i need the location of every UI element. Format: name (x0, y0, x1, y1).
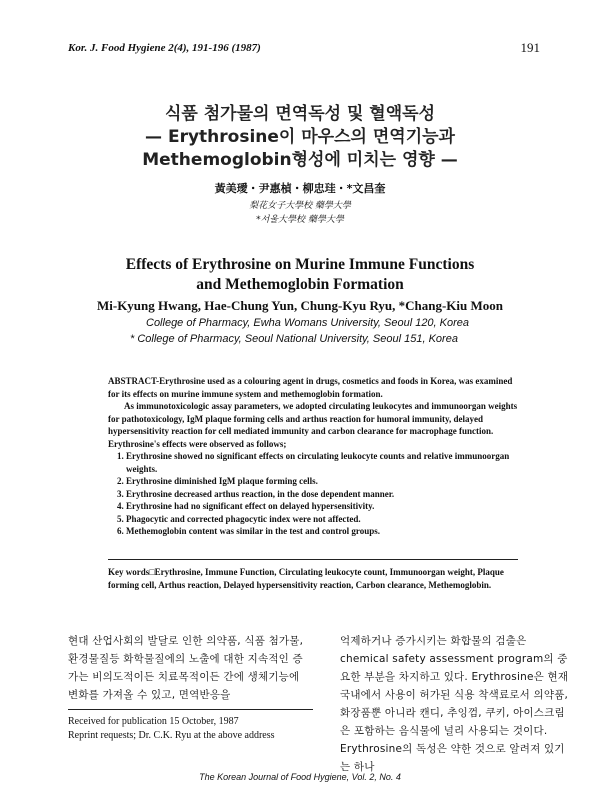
running-footer: The Korean Journal of Food Hygiene, Vol. 2, No. 4 (199, 772, 401, 782)
korean-affiliation-2: *서울大學校 藥學大學 (256, 215, 344, 225)
keywords: Key words□Erythrosine, Immune Function, Circulating leukocyte count, Immunoorgan weight, Plaque forming cell, Arthus reaction, Delayed hypersensitivity reaction, Carbon clearance, Methemoglobin. (108, 567, 504, 590)
received-date: Received for publication 15 October, 1987 (68, 716, 239, 727)
body-right-column: 억제하거나 증가시키는 화합물의 검출은 chemical safety assessment program의 중요한 부분을 차지하고 있다. Erythrosine은 현재 국내에서 사용이 허가된 식용 착색료로서 의약품, 화장품뿐 아니라 캔디, 추잉껌, 쿠키, 아이스크림은 포함하는 음식물에 널리 사용되는 것이다. Erythrosine의 독성은 약한 것으로 알려져 있기는 하나 (340, 635, 569, 773)
finding-item: 5. Phagocytic and corrected phagocytic index were not affected. (126, 513, 518, 526)
journal-citation: Kor. J. Food Hygiene 2(4), 191-196 (1987) (68, 42, 261, 54)
abstract (108, 375, 518, 538)
body-left-column: 현대 산업사회의 발달로 인한 의약품, 식품 첨가물, 환경물질등 화학물질에의 노출에 대한 지속적인 증가는 비의도적이든 치료목적이든 간에 생체기능에 변화를 가져올 수 있고, 면역반응을 (68, 635, 304, 701)
reprint-requests: Reprint requests; Dr. C.K. Ryu at the above address (68, 730, 275, 741)
footnote (68, 715, 328, 743)
english-title-line-1: Effects of Erythrosine on Murine Immune Functions (125, 256, 475, 273)
finding-item: 2. Erythrosine diminished IgM plaque forming cells. (126, 475, 518, 488)
finding-item: 3. Erythrosine decreased arthus reaction, in the dose dependent manner. (126, 488, 518, 501)
finding-item: 4. Erythrosine had no significant effect on delayed hypersensitivity. (126, 500, 518, 513)
english-affiliation-1: College of Pharmacy, Ewha Womans University, Seoul 120, Korea (146, 317, 470, 329)
korean-title-line-3: Methemoglobin형성에 미치는 영향 — (142, 150, 458, 170)
abstract-findings-list (108, 450, 518, 538)
korean-affiliation-1: 梨花女子大學校 藥學大學 (249, 201, 351, 211)
korean-title-line-1: 식품 첨가물의 면역독성 및 혈액독성 (164, 104, 435, 124)
korean-title-line-2: — Erythrosine이 마우스의 면역기능과 (145, 127, 455, 147)
english-affiliation-2: * College of Pharmacy, Seoul National University, Seoul 151, Korea (130, 333, 458, 345)
page-number: 191 (520, 40, 540, 55)
footnote-divider (68, 709, 313, 710)
abstract-intro: ABSTRACT-Erythrosine used as a colouring agent in drugs, cosmetics and foods in Korea, was examined for its effects on murine immune system and methemoglobin formation. (108, 376, 513, 399)
abstract-methods: As immunotoxicologic assay parameters, we adopted circulating leukocytes and immunoorgan weights for pathotoxicology, IgM plaque forming cells and arthus reaction for humoral immunity, delayed hypersensitivity reaction for cell mediated immunity and carbon clearance for macrophage function. (108, 401, 518, 436)
english-title-line-2: and Methemoglobin Formation (196, 276, 404, 293)
keywords-divider (108, 559, 518, 560)
abstract-results-lead: Erythrosine's effects were observed as follows; (108, 438, 287, 449)
english-authors: Mi-Kyung Hwang, Hae-Chung Yun, Chung-Kyu Ryu, *Chang-Kiu Moon (96, 298, 503, 313)
finding-item: 1. Erythrosine showed no significant effects on circulating leukocyte counts and relative immunoorgan weights. (126, 450, 518, 475)
korean-authors: 黃美璦・尹惠楨・柳忠珪・*文昌奎 (214, 182, 386, 195)
finding-item: 6. Methemoglobin content was similar in the test and control groups. (126, 525, 518, 538)
